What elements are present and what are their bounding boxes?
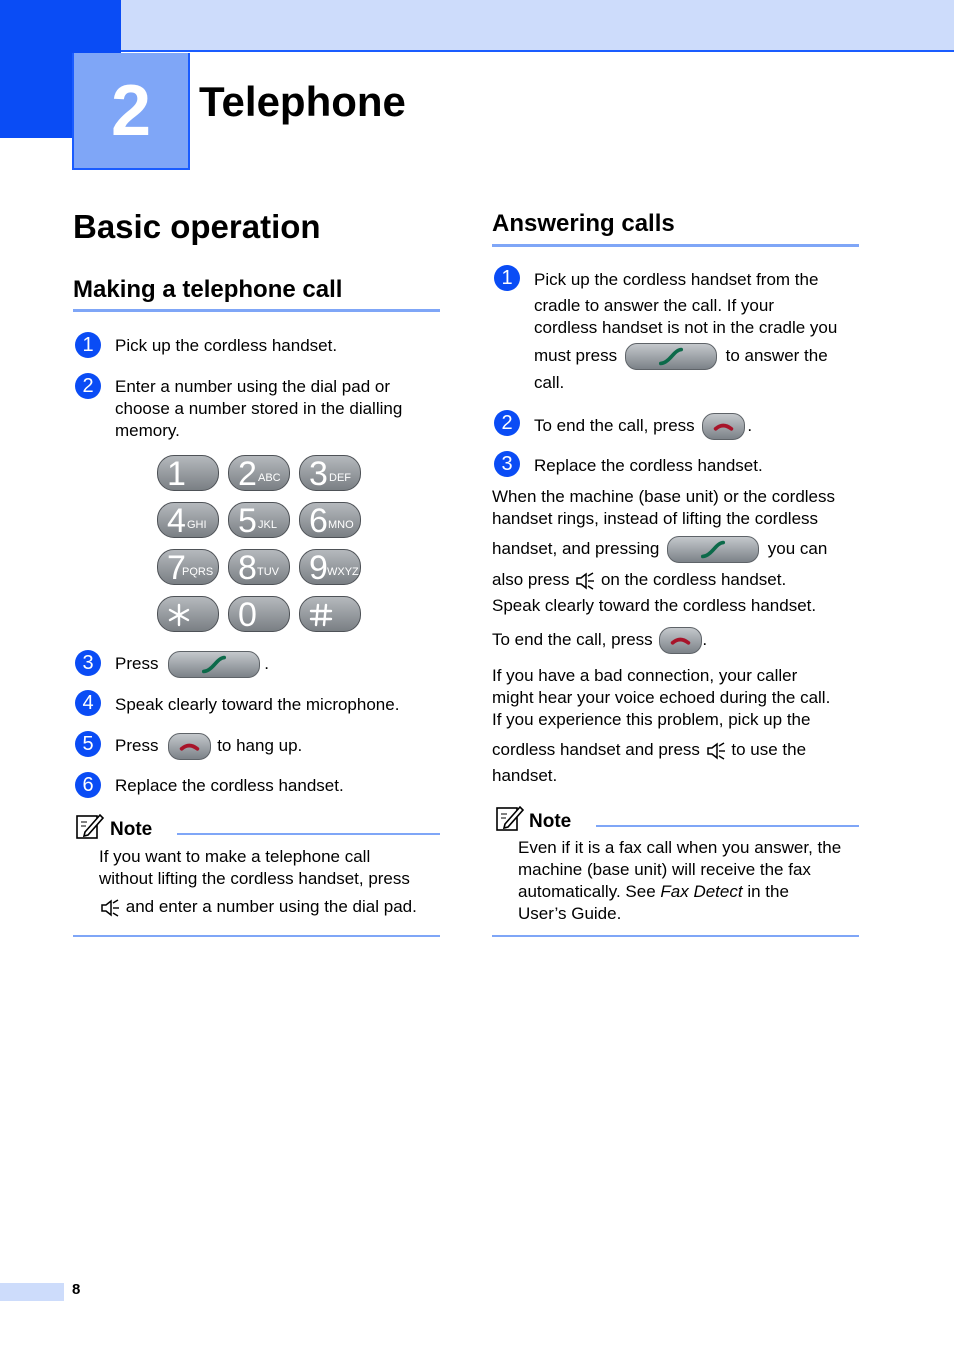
end-call-button-icon [702, 413, 745, 440]
note-line: without lifting the cordless handset, press [99, 869, 410, 888]
step-text [115, 376, 402, 442]
talk-button-icon [667, 536, 759, 563]
step-line: cordless handset is not in the cradle you [534, 318, 838, 337]
page-number-tab [0, 1283, 64, 1301]
note-text [518, 837, 841, 925]
step-text [534, 269, 837, 394]
key-2 [228, 455, 290, 491]
section-heading: Basic operation [73, 208, 321, 245]
paragraph-line [492, 535, 835, 563]
talk-button-icon [625, 343, 717, 370]
step-badge: 2 [75, 373, 101, 399]
step-text-post: . [264, 654, 269, 673]
key-letters: GHI [187, 519, 207, 531]
key-9 [299, 549, 361, 585]
header-band [0, 0, 954, 52]
paragraph-line: If you experience this problem, pick up the [492, 710, 811, 729]
paragraph [492, 626, 707, 654]
note-line: If you want to make a telephone call [99, 847, 371, 866]
key-digit: 3 [309, 455, 328, 493]
note-line-text: and enter a number using the dial pad. [125, 897, 417, 916]
step-text [534, 412, 752, 440]
key-1 [157, 455, 219, 491]
paragraph-text-post: you can [767, 539, 828, 558]
paragraph-line: might hear your voice echoed during the call. [492, 688, 831, 707]
key-4 [157, 502, 219, 538]
key-digit: 7 [167, 549, 186, 587]
step-text-post: . [747, 416, 753, 435]
note-line: User’s Guide. [518, 904, 622, 923]
subsection-rule [73, 309, 440, 312]
step-line: choose a number stored in the dialling [115, 399, 403, 418]
key-3 [299, 455, 361, 491]
step-badge: 4 [75, 690, 101, 716]
key-digit: 1 [167, 455, 186, 493]
key-digit: 6 [309, 502, 328, 540]
key-digit: 5 [238, 502, 257, 540]
subsection-heading: Making a telephone call [73, 276, 343, 303]
end-call-button-icon [659, 627, 702, 654]
step-text: Speak clearly toward the microphone. [115, 695, 400, 714]
paragraph-line: Speak clearly toward the cordless handset. [492, 596, 817, 616]
note-bottom-rule [73, 935, 440, 937]
step-text [115, 651, 269, 678]
asterisk-icon [166, 602, 192, 628]
chapter-number-box [72, 53, 190, 170]
talk-button-icon [168, 651, 260, 678]
step-text-post: to answer the [725, 346, 828, 365]
step-text: Pick up the cordless handset. [115, 336, 338, 355]
paragraph-text-pre: To end the call, press [492, 630, 653, 649]
step-line: Enter a number using the dial pad or [115, 377, 391, 396]
note-top-rule [177, 833, 440, 835]
step-text [115, 733, 302, 760]
note-title: Note [529, 811, 572, 832]
key-7 [157, 549, 219, 585]
step-text-post: to hang up. [217, 736, 303, 755]
step-badge: 3 [75, 650, 101, 676]
key-letters: WXYZ [327, 566, 359, 578]
speaker-icon [574, 571, 596, 591]
subsection-rule [492, 244, 859, 247]
key-letters: TUV [257, 566, 279, 578]
note-line: machine (base unit) will receive the fax [518, 860, 811, 879]
step-badge: 6 [75, 772, 101, 798]
key-digit: 2 [238, 455, 257, 493]
key-star [157, 596, 219, 632]
key-letters: JKL [258, 519, 277, 531]
speaker-icon [705, 741, 727, 761]
note-bottom-rule [492, 935, 859, 937]
step-line: Pick up the cordless handset from the [534, 270, 819, 289]
key-hash [299, 596, 361, 632]
hash-icon [308, 602, 334, 628]
end-call-button-icon [168, 733, 211, 760]
paragraph-line [492, 569, 835, 591]
note-title: Note [110, 819, 153, 840]
step-text-pre: To end the call, press [534, 416, 695, 435]
paragraph [492, 665, 830, 787]
note-text-pre: automatically. See [518, 882, 656, 901]
paragraph-text-post: to use the [731, 740, 807, 759]
note-pencil-icon [495, 804, 525, 834]
paragraph-text-post: on the cordless handset. [600, 570, 787, 590]
step-text-pre: Press [115, 654, 159, 673]
step-line: memory. [115, 421, 180, 440]
step-text-pre: must press [534, 346, 618, 365]
note-top-rule [596, 825, 859, 827]
step-text: Replace the cordless handset. [534, 456, 763, 475]
key-0 [228, 596, 290, 632]
step-text: Replace the cordless handset. [115, 776, 344, 795]
key-letters: MNO [328, 519, 354, 531]
chapter-number: 2 [110, 70, 152, 151]
step-badge: 5 [75, 731, 101, 757]
paragraph-text-pre: cordless handset and press [492, 740, 700, 759]
note-line [99, 896, 417, 918]
step-line: call. [534, 373, 565, 393]
key-8 [228, 549, 290, 585]
key-6 [299, 502, 361, 538]
key-letters: PQRS [182, 566, 214, 578]
note-pencil-icon [75, 812, 105, 842]
note-line: Even if it is a fax call when you answer, the [518, 838, 842, 857]
paragraph-text-post: . [702, 630, 708, 649]
step-badge: 3 [494, 451, 520, 477]
step-badge: 1 [75, 332, 101, 358]
step-badge: 2 [494, 410, 520, 436]
key-letters: ABC [258, 472, 281, 484]
paragraph-line [492, 739, 830, 761]
paragraph-line: If you have a bad connection, your caller [492, 666, 798, 685]
key-digit: 0 [238, 596, 257, 634]
note-text [99, 846, 417, 918]
paragraph-text-pre: handset, and pressing [492, 539, 660, 558]
step-badge: 1 [494, 265, 520, 291]
note-text-post: in the [747, 882, 789, 901]
key-5 [228, 502, 290, 538]
step-text-pre: Press [115, 736, 159, 755]
paragraph [492, 486, 835, 617]
note-line [518, 881, 841, 903]
subsection-heading: Answering calls [492, 210, 675, 237]
page-number: 8 [72, 1281, 81, 1298]
paragraph-line: handset rings, instead of lifting the cordless [492, 509, 819, 528]
paragraph-text-pre: also press [492, 570, 570, 590]
paragraph-line: When the machine (base unit) or the cordless [492, 487, 836, 506]
paragraph-line: handset. [492, 766, 558, 785]
key-digit: 8 [238, 549, 257, 587]
key-digit: 9 [309, 549, 328, 587]
key-digit: 4 [167, 502, 186, 540]
step-line [534, 342, 837, 370]
note-text-emphasis: Fax Detect [660, 882, 743, 901]
step-line: cradle to answer the call. If your [534, 296, 775, 315]
speaker-icon [99, 898, 121, 918]
chapter-title: Telephone [199, 78, 406, 125]
key-letters: DEF [329, 472, 351, 484]
